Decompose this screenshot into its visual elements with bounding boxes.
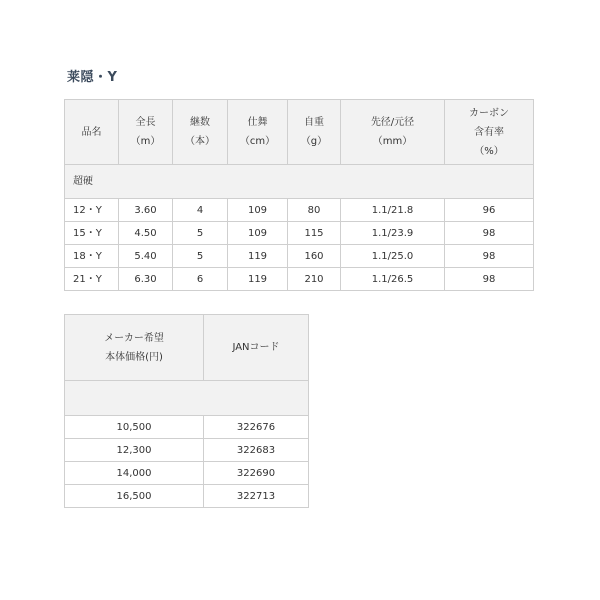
header-line: 仕舞: [247, 117, 268, 128]
cell-carbon-content: 98: [445, 245, 534, 268]
header-line: 先径/元径: [370, 117, 415, 128]
header-total-length: [119, 100, 173, 165]
cell-price: 16,500: [65, 485, 204, 508]
cell-weight: 210: [288, 268, 341, 291]
cell-sections: 5: [173, 222, 228, 245]
header-line: 品名: [81, 126, 102, 138]
cell-product-name: 12・Y: [65, 199, 119, 222]
section-spacer: [65, 381, 309, 416]
cell-price: 10,500: [65, 416, 204, 439]
price-table: [64, 314, 309, 508]
header-line: 継数: [190, 117, 210, 128]
header-unit: （m）: [130, 136, 161, 147]
header-closed-length: [228, 100, 288, 165]
section-label: 超硬: [65, 165, 534, 199]
spec-table: [64, 99, 534, 291]
table-row: [65, 245, 534, 268]
cell-jan-code: 322683: [204, 439, 309, 462]
cell-closed-length: 109: [228, 199, 288, 222]
header-product-name: [65, 100, 119, 165]
section-row: [65, 381, 309, 416]
table-row: [65, 416, 309, 439]
cell-total-length: 5.40: [119, 245, 173, 268]
cell-total-length: 6.30: [119, 268, 173, 291]
header-carbon-content: [445, 100, 534, 165]
spec-header-row: [65, 100, 534, 165]
header-unit: （g）: [300, 136, 328, 147]
cell-sections: 5: [173, 245, 228, 268]
cell-sections: 6: [173, 268, 228, 291]
cell-diameter: 1.1/25.0: [341, 245, 445, 268]
header-line: JANコード: [232, 342, 280, 353]
cell-weight: 80: [288, 199, 341, 222]
cell-carbon-content: 96: [445, 199, 534, 222]
cell-product-name: 21・Y: [65, 268, 119, 291]
cell-closed-length: 119: [228, 268, 288, 291]
table-row: [65, 485, 309, 508]
table-row: [65, 222, 534, 245]
table-row: [65, 199, 534, 222]
price-header-row: [65, 315, 309, 381]
header-diameter: [341, 100, 445, 165]
header-line: 自重: [304, 117, 324, 128]
header-line: カーボン: [469, 107, 509, 119]
cell-product-name: 15・Y: [65, 222, 119, 245]
cell-product-name: 18・Y: [65, 245, 119, 268]
header-line: 全長: [135, 117, 156, 128]
header-line: 含有率: [474, 126, 504, 138]
product-series-title: 莱隠・Y: [67, 70, 118, 85]
cell-closed-length: 119: [228, 245, 288, 268]
cell-weight: 115: [288, 222, 341, 245]
table-row: [65, 462, 309, 485]
header-unit: （%）: [474, 145, 504, 157]
section-row: [65, 165, 534, 199]
header-weight: [288, 100, 341, 165]
cell-weight: 160: [288, 245, 341, 268]
header-line: メーカー希望: [104, 332, 164, 344]
cell-jan-code: 322713: [204, 485, 309, 508]
cell-diameter: 1.1/23.9: [341, 222, 445, 245]
cell-price: 12,300: [65, 439, 204, 462]
cell-total-length: 3.60: [119, 199, 173, 222]
cell-diameter: 1.1/26.5: [341, 268, 445, 291]
cell-carbon-content: 98: [445, 268, 534, 291]
header-retail-price: [65, 315, 204, 381]
header-jan-code: [204, 315, 309, 381]
cell-jan-code: 322690: [204, 462, 309, 485]
header-unit: （cm）: [239, 136, 276, 147]
table-row: [65, 439, 309, 462]
cell-diameter: 1.1/21.8: [341, 199, 445, 222]
cell-sections: 4: [173, 199, 228, 222]
table-row: [65, 268, 534, 291]
cell-total-length: 4.50: [119, 222, 173, 245]
cell-closed-length: 109: [228, 222, 288, 245]
header-unit: （本）: [185, 136, 215, 147]
cell-jan-code: 322676: [204, 416, 309, 439]
cell-carbon-content: 98: [445, 222, 534, 245]
header-unit: （mm）: [372, 136, 413, 147]
cell-price: 14,000: [65, 462, 204, 485]
header-sections: [173, 100, 228, 165]
header-line: 本体価格(円): [105, 351, 163, 363]
